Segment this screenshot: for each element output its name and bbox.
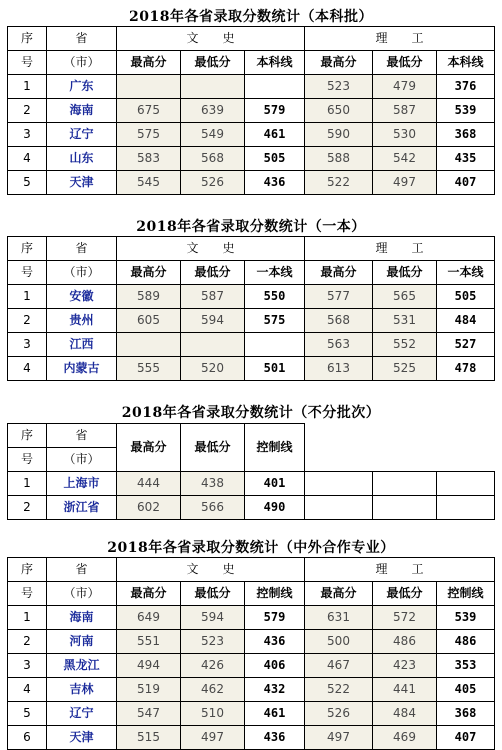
empty-cell: [437, 496, 495, 520]
row-number: 1: [8, 75, 47, 99]
table-row: [8, 333, 495, 357]
score-cell: 426: [181, 654, 245, 678]
line-cell: 406: [245, 654, 305, 678]
table-row: [8, 75, 495, 99]
header-province-2: （市）: [47, 51, 117, 75]
subheader: 最低分: [373, 582, 437, 606]
score-cell: 572: [373, 606, 437, 630]
subheader: 最高分: [305, 582, 373, 606]
subheader: 最高分: [305, 51, 373, 75]
subheader: 控制线: [245, 582, 305, 606]
line-cell: 376: [437, 75, 495, 99]
line-cell: 461: [245, 123, 305, 147]
line-cell: 501: [245, 357, 305, 381]
score-cell: [117, 333, 181, 357]
score-cell: 530: [373, 123, 437, 147]
score-cell: 588: [305, 147, 373, 171]
row-number: 3: [8, 123, 47, 147]
score-cell: 549: [181, 123, 245, 147]
subheader: 最低分: [373, 261, 437, 285]
subheader: 本科线: [245, 51, 305, 75]
score-cell: 444: [117, 472, 181, 496]
row-number: 4: [8, 357, 47, 381]
subheader: 本科线: [437, 51, 495, 75]
score-cell: 594: [181, 606, 245, 630]
score-cell: 438: [181, 472, 245, 496]
province-name: 广东: [47, 75, 117, 99]
score-cell: 587: [373, 99, 437, 123]
table-row: [8, 309, 495, 333]
subheader-min: 最低分: [181, 424, 245, 472]
score-cell: [117, 75, 181, 99]
table-title-bufen: 2018年各省录取分数统计（不分批次）: [121, 405, 381, 421]
header-province: 省: [47, 558, 117, 582]
score-cell: 650: [305, 99, 373, 123]
row-number: 5: [8, 171, 47, 195]
province-name: 天津: [47, 726, 117, 750]
score-cell: 639: [181, 99, 245, 123]
table-row: [8, 472, 495, 496]
score-cell: 525: [373, 357, 437, 381]
header-province: 省: [47, 237, 117, 261]
score-cell: [181, 333, 245, 357]
subheader: 最低分: [373, 51, 437, 75]
header-seq: 序: [8, 424, 47, 448]
header-seq-2: 号: [8, 448, 47, 472]
table-row: [8, 123, 495, 147]
line-cell: 484: [437, 309, 495, 333]
subheader: 最高分: [117, 51, 181, 75]
header-province: 省: [47, 424, 117, 448]
score-cell: 551: [117, 630, 181, 654]
table-row: [8, 99, 495, 123]
score-cell: 526: [305, 702, 373, 726]
line-cell: 579: [245, 606, 305, 630]
row-number: 3: [8, 333, 47, 357]
score-cell: 605: [117, 309, 181, 333]
score-cell: 590: [305, 123, 373, 147]
score-cell: 566: [181, 496, 245, 520]
province-name: 贵州: [47, 309, 117, 333]
province-name: 吉林: [47, 678, 117, 702]
score-cell: 519: [117, 678, 181, 702]
empty-cell: [373, 472, 437, 496]
header-province: 省: [47, 27, 117, 51]
row-number: 4: [8, 678, 47, 702]
line-cell: 505: [437, 285, 495, 309]
score-cell: 594: [181, 309, 245, 333]
score-cell: 547: [117, 702, 181, 726]
score-cell: 462: [181, 678, 245, 702]
header-province-2: （市）: [47, 582, 117, 606]
line-cell: 407: [437, 171, 495, 195]
header-seq-2: 号: [8, 582, 47, 606]
table-row: [8, 702, 495, 726]
score-cell: 631: [305, 606, 373, 630]
score-table-bufen: [7, 423, 495, 520]
score-cell: 613: [305, 357, 373, 381]
province-name: 河南: [47, 630, 117, 654]
line-cell: 575: [245, 309, 305, 333]
score-cell: 602: [117, 496, 181, 520]
score-cell: 587: [181, 285, 245, 309]
score-cell: 545: [117, 171, 181, 195]
line-cell: 461: [245, 702, 305, 726]
score-table-zhongwai: [7, 557, 495, 750]
line-cell: 486: [437, 630, 495, 654]
row-number: 3: [8, 654, 47, 678]
subheader: 最低分: [181, 51, 245, 75]
header-ligong: 理 工: [305, 27, 495, 51]
line-cell: 539: [437, 606, 495, 630]
score-cell: 479: [373, 75, 437, 99]
subheader-max: 最高分: [117, 424, 181, 472]
line-cell: 436: [245, 171, 305, 195]
empty-area: [305, 424, 495, 472]
header-ligong: 理 工: [305, 237, 495, 261]
line-cell: 432: [245, 678, 305, 702]
header-seq: 序: [8, 558, 47, 582]
province-name: 黑龙江: [47, 654, 117, 678]
subheader: 最低分: [181, 582, 245, 606]
score-cell: [181, 75, 245, 99]
row-number: 4: [8, 147, 47, 171]
province-name: 海南: [47, 606, 117, 630]
score-cell: 583: [117, 147, 181, 171]
score-cell: 441: [373, 678, 437, 702]
table-row: [8, 630, 495, 654]
empty-cell: [305, 496, 373, 520]
score-cell: 484: [373, 702, 437, 726]
line-cell: 478: [437, 357, 495, 381]
score-cell: 542: [373, 147, 437, 171]
row-number: 6: [8, 726, 47, 750]
header-seq-2: 号: [8, 261, 47, 285]
table-row: [8, 678, 495, 702]
table-row: [8, 726, 495, 750]
line-cell: [245, 333, 305, 357]
score-table-benke: [7, 26, 495, 195]
header-wenshi: 文 史: [117, 27, 305, 51]
line-cell: 539: [437, 99, 495, 123]
row-number: 2: [8, 630, 47, 654]
line-cell: 505: [245, 147, 305, 171]
score-cell: 575: [117, 123, 181, 147]
row-number: 2: [8, 99, 47, 123]
score-cell: 526: [181, 171, 245, 195]
score-cell: 500: [305, 630, 373, 654]
empty-cell: [437, 472, 495, 496]
subheader-control: 控制线: [245, 424, 305, 472]
table-row: [8, 147, 495, 171]
province-name: 上海市: [47, 472, 117, 496]
subheader: 一本线: [437, 261, 495, 285]
score-cell: 563: [305, 333, 373, 357]
score-cell: 675: [117, 99, 181, 123]
score-cell: 467: [305, 654, 373, 678]
line-cell: 435: [437, 147, 495, 171]
line-cell: 368: [437, 123, 495, 147]
table-row: [8, 171, 495, 195]
empty-cell: [305, 472, 373, 496]
empty-cell: [373, 496, 437, 520]
score-cell: 520: [181, 357, 245, 381]
line-cell: 436: [245, 630, 305, 654]
line-cell: 405: [437, 678, 495, 702]
score-cell: 522: [305, 171, 373, 195]
province-name: 海南: [47, 99, 117, 123]
score-cell: 469: [373, 726, 437, 750]
subheader: 最低分: [181, 261, 245, 285]
score-cell: 568: [181, 147, 245, 171]
score-cell: 555: [117, 357, 181, 381]
subheader: 最高分: [117, 582, 181, 606]
line-cell: 550: [245, 285, 305, 309]
header-wenshi: 文 史: [117, 237, 305, 261]
province-name: 山东: [47, 147, 117, 171]
header-seq: 序: [8, 237, 47, 261]
row-number: 5: [8, 702, 47, 726]
score-cell: 497: [305, 726, 373, 750]
table-title-yiben: 2018年各省录取分数统计（一本）: [136, 219, 366, 235]
subheader: 最高分: [305, 261, 373, 285]
row-number: 1: [8, 606, 47, 630]
score-cell: 531: [373, 309, 437, 333]
header-wenshi: 文 史: [117, 558, 305, 582]
line-cell: 368: [437, 702, 495, 726]
table-row: [8, 606, 495, 630]
province-name: 江西: [47, 333, 117, 357]
province-name: 辽宁: [47, 702, 117, 726]
score-cell: 568: [305, 309, 373, 333]
line-cell: 407: [437, 726, 495, 750]
subheader: 最高分: [117, 261, 181, 285]
score-cell: 510: [181, 702, 245, 726]
line-cell: 490: [245, 496, 305, 520]
score-table-yiben: [7, 236, 495, 381]
table-row: [8, 654, 495, 678]
score-cell: 494: [117, 654, 181, 678]
header-ligong: 理 工: [305, 558, 495, 582]
table-row: [8, 357, 495, 381]
line-cell: [245, 75, 305, 99]
table-title-benke: 2018年各省录取分数统计（本科批）: [129, 9, 373, 25]
header-province-2: （市）: [47, 448, 117, 472]
score-cell: 486: [373, 630, 437, 654]
table-row: [8, 285, 495, 309]
header-seq: 序: [8, 27, 47, 51]
score-cell: 565: [373, 285, 437, 309]
header-seq-2: 号: [8, 51, 47, 75]
header-province-2: （市）: [47, 261, 117, 285]
line-cell: 527: [437, 333, 495, 357]
subheader: 一本线: [245, 261, 305, 285]
row-number: 1: [8, 472, 47, 496]
score-cell: 497: [181, 726, 245, 750]
line-cell: 401: [245, 472, 305, 496]
score-cell: 523: [305, 75, 373, 99]
score-cell: 589: [117, 285, 181, 309]
line-cell: 436: [245, 726, 305, 750]
row-number: 1: [8, 285, 47, 309]
line-cell: 353: [437, 654, 495, 678]
subheader: 控制线: [437, 582, 495, 606]
score-cell: 497: [373, 171, 437, 195]
table-row: [8, 496, 495, 520]
province-name: 内蒙古: [47, 357, 117, 381]
table-title-zhongwai: 2018年各省录取分数统计（中外合作专业）: [107, 540, 395, 556]
row-number: 2: [8, 496, 47, 520]
score-cell: 649: [117, 606, 181, 630]
score-cell: 515: [117, 726, 181, 750]
province-name: 浙江省: [47, 496, 117, 520]
province-name: 天津: [47, 171, 117, 195]
score-cell: 522: [305, 678, 373, 702]
line-cell: 579: [245, 99, 305, 123]
province-name: 安徽: [47, 285, 117, 309]
score-cell: 523: [181, 630, 245, 654]
province-name: 辽宁: [47, 123, 117, 147]
score-cell: 577: [305, 285, 373, 309]
score-cell: 552: [373, 333, 437, 357]
row-number: 2: [8, 309, 47, 333]
score-cell: 423: [373, 654, 437, 678]
